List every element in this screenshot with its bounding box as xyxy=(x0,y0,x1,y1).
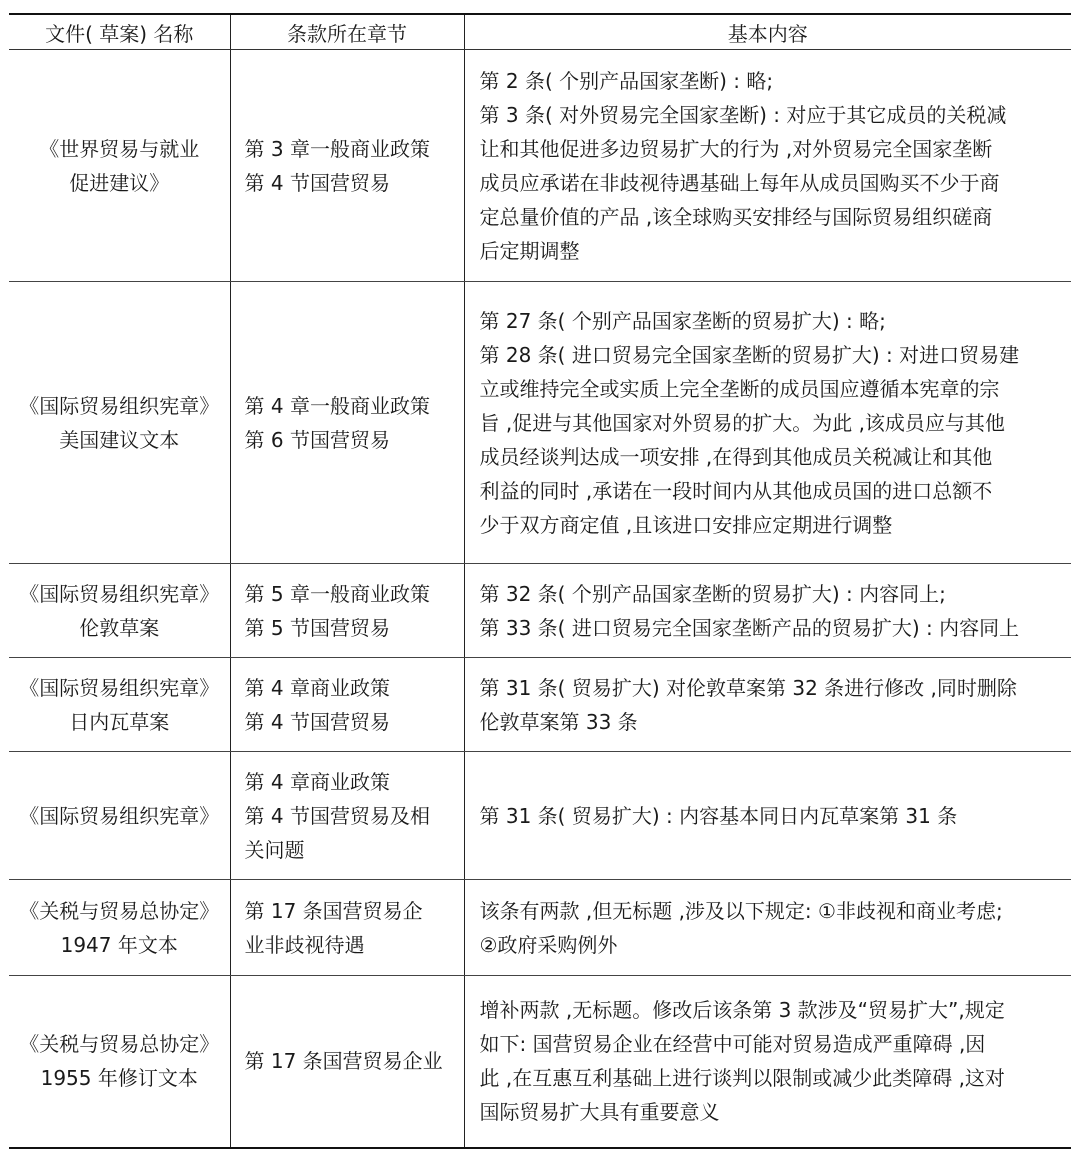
basic-content-cell-line: 此 ,在互惠互利基础上进行谈判以限制或减少此类障碍 ,这对 xyxy=(479,1066,1005,1091)
chapter-section-cell-line: 第 4 节国营贸易 xyxy=(244,709,390,734)
basic-content-cell xyxy=(464,976,1071,1148)
table-row xyxy=(9,658,1071,752)
chapter-section-cell-line: 第 3 章一般商业政策 xyxy=(244,136,430,161)
basic-content-cell-line: 增补两款 ,无标题。修改后该条第 3 款涉及“贸易扩大”,规定 xyxy=(479,998,1005,1023)
chapter-section-cell-line: 第 4 节国营贸易 xyxy=(244,170,390,195)
document-name-cell-line: 《国际贸易组织宪章》 xyxy=(19,393,220,418)
chapter-section-cell xyxy=(230,282,464,564)
basic-content-cell xyxy=(464,880,1071,976)
chapter-section-cell-line: 第 4 章一般商业政策 xyxy=(244,393,430,418)
document-name-cell xyxy=(9,976,230,1148)
basic-content-cell xyxy=(464,50,1071,282)
table-row xyxy=(9,564,1071,658)
document-name-cell xyxy=(9,282,230,564)
table-row xyxy=(9,752,1071,880)
chapter-section-cell-line: 第 17 条国营贸易企业 xyxy=(244,1049,443,1074)
basic-content-cell-line: 第 28 条( 进口贸易完全国家垄断的贸易扩大) : 对进口贸易建 xyxy=(479,342,1020,367)
chapter-section-cell-line: 第 5 节国营贸易 xyxy=(244,615,390,640)
document-name-cell-line: 1955 年修订文本 xyxy=(40,1066,198,1091)
header-chapter-section: 条款所在章节 xyxy=(230,14,464,50)
document-name-cell xyxy=(9,752,230,880)
document-name-cell-line: 《国际贸易组织宪章》 xyxy=(19,803,220,828)
basic-content-cell-line: 该条有两款 ,但无标题 ,涉及以下规定: ①非歧视和商业考虑; xyxy=(479,898,1003,923)
trade-documents-table xyxy=(9,13,1071,1149)
header-document-name: 文件( 草案) 名称 xyxy=(9,14,230,50)
document-name-cell-line: 《国际贸易组织宪章》 xyxy=(19,675,220,700)
basic-content-cell-line: 第 32 条( 个别产品国家垄断的贸易扩大) : 内容同上; xyxy=(479,581,946,606)
basic-content-cell-line: 立或维持完全或实质上完全垄断的成员国应遵循本宪章的宗 xyxy=(479,376,1000,401)
basic-content-cell-line: 第 27 条( 个别产品国家垄断的贸易扩大) : 略; xyxy=(479,308,886,333)
table-row xyxy=(9,50,1071,282)
document-name-cell-line: 《世界贸易与就业 xyxy=(39,136,200,161)
chapter-section-cell-line: 第 17 条国营贸易企 xyxy=(244,898,423,923)
document-name-cell-line: 《关税与贸易总协定》 xyxy=(19,1032,220,1057)
basic-content-cell-line: 成员应承诺在非歧视待遇基础上每年从成员国购买不少于商 xyxy=(479,170,1000,195)
chapter-section-cell-line: 第 4 章商业政策 xyxy=(244,675,390,700)
chapter-section-cell-line: 第 5 章一般商业政策 xyxy=(244,581,430,606)
basic-content-cell-line: 后定期调整 xyxy=(479,238,580,263)
document-name-cell-line: 《关税与贸易总协定》 xyxy=(19,898,220,923)
basic-content-cell xyxy=(464,564,1071,658)
basic-content-cell-line: 成员经谈判达成一项安排 ,在得到其他成员关税减让和其他 xyxy=(479,444,993,469)
basic-content-cell-line: 如下: 国营贸易企业在经营中可能对贸易造成严重障碍 ,因 xyxy=(479,1032,986,1057)
document-name-cell-line: 美国建议文本 xyxy=(59,427,180,452)
basic-content-cell-line: 定总量价值的产品 ,该全球购买安排经与国际贸易组织磋商 xyxy=(479,204,993,229)
basic-content-cell-line: ②政府采购例外 xyxy=(479,932,618,957)
document-name-cell xyxy=(9,880,230,976)
table-row xyxy=(9,880,1071,976)
basic-content-cell-line: 第 33 条( 进口贸易完全国家垄断产品的贸易扩大) : 内容同上 xyxy=(479,615,1020,640)
chapter-section-cell-line: 第 6 节国营贸易 xyxy=(244,427,390,452)
basic-content-cell xyxy=(464,752,1071,880)
table-row xyxy=(9,976,1071,1148)
table-header-row xyxy=(9,14,1071,50)
chapter-section-cell-line: 业非歧视待遇 xyxy=(244,932,365,957)
chapter-section-cell xyxy=(230,564,464,658)
chapter-section-cell xyxy=(230,50,464,282)
chapter-section-cell-line: 第 4 章商业政策 xyxy=(244,769,390,794)
chapter-section-cell xyxy=(230,658,464,752)
header-basic-content: 基本内容 xyxy=(464,14,1071,50)
basic-content-cell-line: 旨 ,促进与其他国家对外贸易的扩大。为此 ,该成员应与其他 xyxy=(479,410,1005,435)
chapter-section-cell xyxy=(230,976,464,1148)
basic-content-cell-line: 少于双方商定值 ,且该进口安排应定期进行调整 xyxy=(479,512,893,537)
chapter-section-cell xyxy=(230,752,464,880)
basic-content-cell-line: 国际贸易扩大具有重要意义 xyxy=(479,1100,720,1125)
basic-content-cell-line: 第 31 条( 贸易扩大) 对伦敦草案第 32 条进行修改 ,同时删除 xyxy=(479,675,1017,700)
chapter-section-cell xyxy=(230,880,464,976)
basic-content-cell-line: 利益的同时 ,承诺在一段时间内从其他成员国的进口总额不 xyxy=(479,478,993,503)
basic-content-cell xyxy=(464,658,1071,752)
document-name-cell-line: 伦敦草案 xyxy=(79,615,160,640)
table-row xyxy=(9,282,1071,564)
document-name-cell xyxy=(9,564,230,658)
basic-content-cell-line: 第 2 条( 个别产品国家垄断) : 略; xyxy=(479,68,774,93)
chapter-section-cell-line: 第 4 节国营贸易及相 xyxy=(244,803,430,828)
basic-content-cell-line: 伦敦草案第 33 条 xyxy=(479,709,638,734)
document-name-cell-line: 促进建议》 xyxy=(69,170,170,195)
basic-content-cell-line: 让和其他促进多边贸易扩大的行为 ,对外贸易完全国家垄断 xyxy=(479,136,993,161)
basic-content-cell-line: 第 3 条( 对外贸易完全国家垄断) : 对应于其它成员的关税减 xyxy=(479,102,1007,127)
document-name-cell-line: 日内瓦草案 xyxy=(69,709,170,734)
basic-content-cell-line: 第 31 条( 贸易扩大) : 内容基本同日内瓦草案第 31 条 xyxy=(479,803,958,828)
document-name-cell-line: 《国际贸易组织宪章》 xyxy=(19,581,220,606)
basic-content-cell xyxy=(464,282,1071,564)
chapter-section-cell-line: 关问题 xyxy=(244,837,305,862)
document-name-cell-line: 1947 年文本 xyxy=(60,932,178,957)
document-name-cell xyxy=(9,50,230,282)
document-name-cell xyxy=(9,658,230,752)
